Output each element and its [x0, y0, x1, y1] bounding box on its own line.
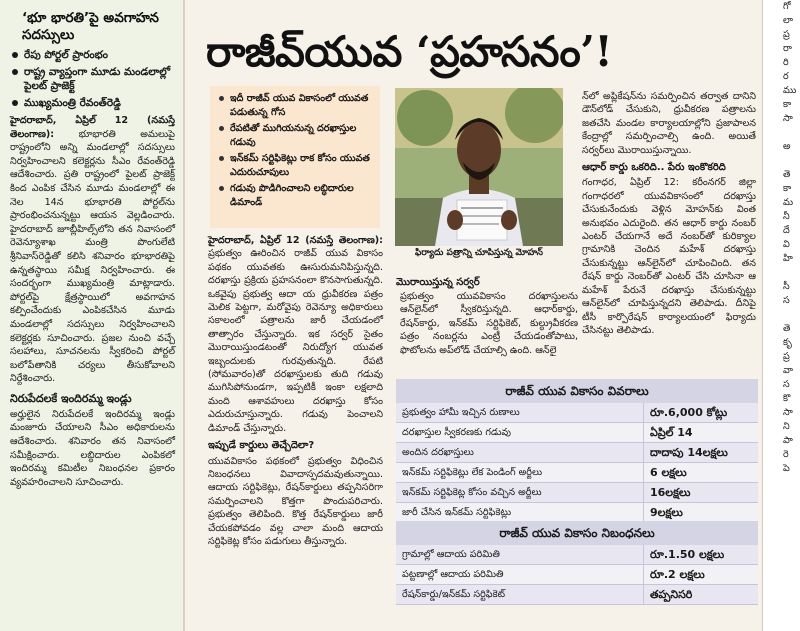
- fragment-line: కొ: [783, 393, 791, 404]
- row-value-text: రూ.2 లక్షలు: [650, 568, 705, 581]
- row-label: రేషన్‌కార్డు/ఇన్‌కమ్ సర్టిఫికెట్: [396, 585, 644, 604]
- fragment-line: ర: [783, 71, 789, 82]
- table-title: రాజీవ్ యువ వికాసం వివరాలు: [396, 379, 758, 403]
- sidebar-paragraph: [10, 114, 175, 386]
- table-row: [396, 443, 758, 463]
- fragment-line: నీ: [783, 211, 790, 222]
- fragment-line: ప్ర: [783, 29, 790, 40]
- highlights-box: [210, 86, 380, 228]
- row-label: పట్టణాల్లో ఆదాయ పరిమితి: [396, 565, 644, 584]
- fragment-line: కృ: [783, 337, 792, 348]
- column1-subheading: ఇప్పుడే కార్డులు తెచ్చేదెలా?: [208, 440, 315, 452]
- fragment-line: స: [783, 295, 790, 306]
- fragment-line: తె: [783, 323, 791, 334]
- sidebar-bullet: రాష్ట్ర వ్యాప్తంగా మూడు మండలాల్లో పైలట్ ప్రాజెక్ట్: [10, 65, 177, 93]
- row-value: [644, 403, 758, 422]
- row-value: [644, 443, 758, 462]
- column3-paragraph-2: గంగాధర, ఏప్రిల్ 12: కరీంనగర్ జిల్లా గంగాధరలో యువవికాసంలో దరఖాస్తు చేసుకునేందుకు వెళ్లిన మోహన్‌కు వింత అనుభవం ఎదురైంది. తన ఆధార్ కార్డు నంబర్ ఎంటర్ చేయగానే అదే నంబర్‌తో కురిక్యాల గ్రామానికి చెందిన మహేశ్ దరఖాస్తు చేసుకున్నట్టు ఆన్‌లైన్‌లో చూపించింది. తన రేషన్ కార్డు నెంబర్‌తో ఎంటర్ చేసి చూసినా ఆ మహేశ్ పేరునే దరఖాస్తు చేసుకున్నట్టు ఆన్‌లైన్‌లో చూపిస్తున్నదని తెలిపాడు. దీనిపై టీసీ కార్పొరేషన్ కార్యాలయంలో ఫిర్యాదు చేసినట్టు తెలిపాడు.: [582, 177, 756, 336]
- row-value-text: ఏప్రిల్ 14: [650, 426, 693, 439]
- fragment-line: లా: [783, 15, 793, 26]
- column1-paragraph: [208, 234, 383, 435]
- server-caption: మొరాయిస్తున్న సర్వర్: [396, 277, 480, 288]
- photo-illustration: [395, 88, 563, 246]
- scheme-rules-table: [396, 521, 758, 605]
- table-row: [396, 545, 758, 565]
- sidebar-dateline: హైదరాబాద్, ఏప్రిల్ 12 (నమస్తే తెలంగాణ):: [10, 115, 175, 140]
- sidebar-bullet: రేపు పోర్టల్ ప్రారంభం: [10, 48, 177, 62]
- fragment-line: [763, 126, 800, 140]
- fragment-line: సా: [783, 407, 793, 418]
- row-value: [644, 463, 758, 482]
- row-value: [644, 503, 758, 522]
- row-value-text: రూ.1.50 లక్షలు: [650, 548, 725, 561]
- photo-caption: ఫిర్యాదు పత్రాన్ని చూపిస్తున్న మోహన్: [415, 248, 543, 258]
- fragment-line: ప్ర: [783, 351, 790, 362]
- article-column-2: [400, 290, 578, 359]
- article-column-3: [582, 90, 756, 339]
- sidebar-paragraph-2: అర్హులైన నిరుపేదలకే ఇందిరమ్మ ఇండ్లు మంజూరు చేయాలని సీఎం అధికారులను ఆదేశించారు. శనివారం తన నివాసంలో సమీక్షించారు. లబ్ధిదారుల ఎంపికలో ఇందిరమ్మ కమిటీల నిబంధనల ప్రకారం వ్యవహరించాలని సూచించారు.: [10, 408, 175, 488]
- highlight-item: రేపటితో ముగియనున్న దరఖాస్తుల గడువు: [218, 122, 374, 149]
- row-label: ఇన్‌కమ్ సర్టిఫికెట్లు లేక పెండింగ్ అర్జీలు: [396, 463, 644, 482]
- fragment-line: స: [783, 379, 790, 390]
- column2-paragraph: ప్రభుత్వం యువవికాసం దరఖాస్తులను ఆన్‌లైన్‌లో స్వీకరిస్తున్నది. ఆధార్‌కార్డు, రేషన్‌కార్డు, ఇన్‌కమ్ సర్టిఫికెట్, కుల్ధ్రువీకరణ పత్రం నంబర్లను ఎంట్రీ చేయడంతోపాటు, ఫొటోలను అప్‌లోడ్ చేయాల్సి ఉంది. ఆన్‌లై: [400, 291, 578, 356]
- fragment-line: సా: [783, 113, 793, 124]
- table-row: [396, 403, 758, 423]
- sidebar-bullets: [10, 48, 177, 110]
- column1-dateline: హైదరాబాద్, ఏప్రిల్ 12 (నమస్తే తెలంగాణ):: [208, 235, 383, 246]
- fragment-line: హి: [783, 253, 793, 264]
- sidebar-heading: ‘భూ భారతి’పై అవగాహన సదస్సులు: [22, 10, 159, 43]
- row-value-text: 6 లక్షలు: [650, 466, 687, 479]
- fragment-line: [763, 154, 800, 168]
- row-value-text: 16లక్షలు: [650, 486, 691, 499]
- table-row: [396, 423, 758, 443]
- fragment-line: అ: [783, 141, 791, 152]
- table-body: [396, 545, 758, 605]
- row-value: [644, 545, 758, 564]
- fragment-line: ము: [783, 85, 797, 96]
- row-label: అందిన దరఖాస్తులు: [396, 443, 644, 462]
- row-value: [644, 483, 758, 502]
- row-label: ప్రభుత్వం హామీ ఇచ్చిన రుణాలు: [396, 403, 644, 422]
- row-label: గ్రామాల్లో ఆదాయ పరిమితి: [396, 545, 644, 564]
- row-value: [644, 423, 758, 442]
- fragment-line: పా: [783, 435, 793, 446]
- sidebar-bullet: ముఖ్యమంత్రి రేవంత్‌రెడ్డి: [10, 96, 177, 110]
- adjacent-column-fragment: [762, 0, 800, 631]
- highlights-list: [218, 92, 374, 209]
- row-label: దరఖాస్తుల స్వీకరణకు గడువు: [396, 423, 644, 442]
- table-row: [396, 503, 758, 523]
- sidebar-body: భూభారతి అమలుపై రాష్ట్రంలోని అన్ని మండలాల్లో సదస్సులు నిర్వహించాలని కలెక్టర్లను సీఎం రేవంత్‌రెడ్డి ఆదేశించారు. ప్రతి రాష్ట్రంలో పైలట్ ప్రాజెక్ట్ కింద ఎంపిక చేసిన మూడు మండలాల్లో ఈ నెల 14న భూభారతి పోర్టల్‌ను ప్రారంభించనున్నట్టు ఆయన వెల్లడించారు. హైదరాబాద్ జూబ్లీహిల్స్‌లోని తన నివాసంలో రెవెన్యూశాఖ మంత్రి పొంగులేటి శ్రీనివాస్‌రెడ్డితో కలిసి శనివారం భూభారతిపై ఉన్నతస్థాయి సమీక్ష నిర్వహించారు. ఈ సందర్భంగా ముఖ్యమంత్రి మాట్లాడారు. పోర్టల్‌పై క్షేత్రస్థాయిలో అవగాహన కల్పించేందుకు ఎంపికచేసిన మూడు మండలాల్లో సదస్సులు నిర్వహించాలని కలెక్టర్లకు సూచించారు. ప్రజల నుంచి వచ్చే సలహాలు, సూచనలను స్వీకరించి పోర్టల్ బలోపేతానికి చర్యలు తీసుకోవాలని నిర్దేశించారు.: [10, 128, 175, 385]
- fragment-line: దే: [783, 225, 790, 236]
- table-row: [396, 483, 758, 503]
- fragment-line: వి: [783, 239, 790, 250]
- fragment-line: [763, 266, 800, 280]
- fragment-line: పె: [783, 463, 790, 474]
- left-sidebar-article: [0, 0, 184, 631]
- scheme-details-table: [396, 379, 758, 543]
- fragment-line: కా: [783, 183, 792, 194]
- news-photo: [395, 88, 563, 246]
- article-column-1: [208, 234, 383, 550]
- fragment-line: రె: [783, 449, 789, 460]
- row-value: [644, 565, 758, 584]
- column3-subheading: ఆధార్ కార్డు ఒకరిది.. పేరు ఇంకొకరిది: [582, 162, 726, 174]
- column1-paragraph-2: యువవికాసం పథకంలో ప్రభుత్వం విధించిన నిబంధనలు వివాదాస్పదమవుతున్నాయి. ఆదాయ సర్టిఫికెట్లు, రేషన్‌కార్డులు తప్పనిసరిగా సమర్పించాలని కొత్తగా పొందుపరిచారు. ప్రభుత్వం తెలిపింది. కొత్త రేషన్‌కార్డులు జారీ చేయకపోవడం వల్ల చాలా మంది ఆదాయ సర్టిఫికెట్ల కోసం పడుగులు తీస్తున్నారు.: [208, 455, 383, 547]
- sidebar-subheading: నిరుపేదలకే ఇందిరమ్మ ఇండ్లు: [10, 391, 132, 405]
- fragment-line: వా: [783, 365, 793, 376]
- fragment-line: రి: [783, 57, 789, 68]
- highlight-item: గడువు పొడిగించాలని లబ్ధిదారుల డిమాండ్: [218, 182, 374, 209]
- highlight-item: ఇన్‌కమ్ సర్టిఫికెట్లు రాక కోసం యువత ఎదురుచూపులు: [218, 152, 374, 179]
- table-row: [396, 565, 758, 585]
- fragment-line: [763, 308, 800, 322]
- main-headline: రాజీవ్‌యువ ‘ప్రహసనం’!: [206, 27, 613, 76]
- table-row: [396, 585, 758, 605]
- row-value-text: రూ.6,000 కోట్లు: [650, 406, 728, 419]
- fragment-line: మ: [783, 197, 794, 208]
- fragment-line: సీ: [783, 281, 790, 292]
- row-value-text: 9లక్షలు: [650, 506, 683, 519]
- column3-paragraph: న్‌లో అప్లికేషన్‌ను సమర్పించిన తర్వాత దానిని డౌన్‌లోడ్ చేసుకుని, ధ్రువీకరణ పత్రాలను జతచేసి మండల కార్యాలయాల్లోని ప్రజాపాలన కేంద్రాల్లో సమర్పించాల్సి ఉంది. అయితే సర్వర్‌లు మొరాయిస్తున్నాయి.: [582, 91, 756, 156]
- fragment-line: కా: [783, 99, 792, 110]
- highlight-item: ఇదీ రాజీవ్ యువ వికాసంలో యువత పడుతున్న గోస: [218, 92, 374, 119]
- row-value-text: తప్పనిసరి: [650, 588, 693, 601]
- table-row: [396, 463, 758, 483]
- row-label: ఇన్‌కమ్ సర్టిఫికెట్ల కోసం వచ్చిన అర్జీలు: [396, 483, 644, 502]
- table-title: రాజీవ్ యువ వికాసం నిబంధనలు: [396, 521, 758, 545]
- row-value-text: దాదాపు 14లక్షలు: [650, 446, 728, 459]
- fragment-line: ని: [783, 421, 790, 432]
- row-label: జారీ చేసిన ఇన్‌కమ్ సర్టిఫికెట్లు: [396, 503, 644, 522]
- fragment-line: తె: [783, 169, 791, 180]
- column1-body: ప్రభుత్వం ఊరించిన రాజీవ్ యువ వికాసం పథకం యువతకు ఊసురుమనిపిస్తున్నది. దరఖాస్తు ప్రక్రియ ప్రహసనంలా కొనసాగుతున్నది. ఒకవైపు ప్రభుత్వ ఆదా య ధ్రువీకరణ పత్రం మెలిక పెట్టగా, మరోవైపు రెవెన్యూ అధికారులు సకాలంలో పత్రాలను జారీ చేయడంలో తాత్సారం చేస్తున్నారు. ఇక సర్వర్ సైతం మొరాయిస్తుండటంతో నిరుద్యోగ యువత ఇబ్బందులకు గురవుతున్నది. రేపటి (సోమవారం)తో దరఖాస్తులకు తుది గడువు ముగిసిపోనుండగా, ఇప్పటికీ ఇంకా లక్షలాది మంది ఆశావహులు దరఖాస్తు కోసం ఎదురుచూస్తున్నారు. గడువు పెంచాలని డిమాండ్ చేస్తున్నారు.: [208, 248, 383, 434]
- row-value: [644, 585, 758, 604]
- column-divider: [183, 0, 185, 631]
- fragment-line: రా: [783, 43, 792, 54]
- fragment-line: గో: [783, 1, 791, 12]
